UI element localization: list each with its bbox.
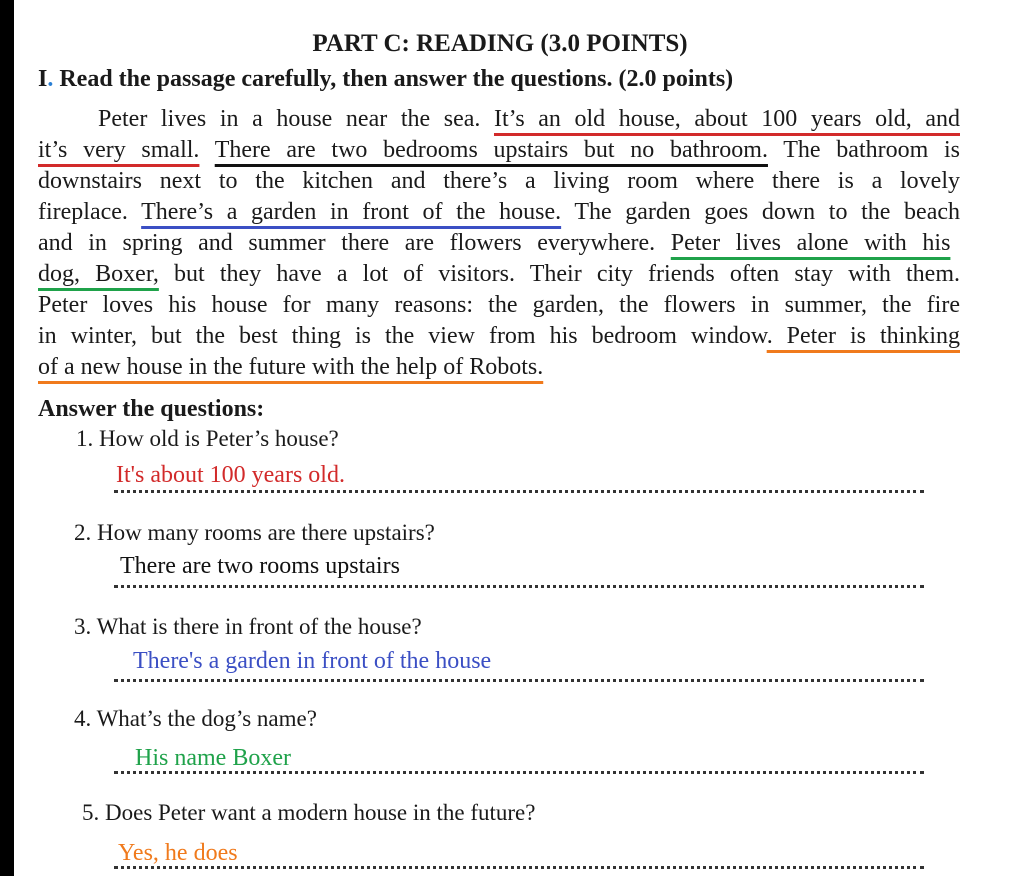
answer-5: Yes, he does [118, 840, 238, 866]
passage-text: downstairs next to the kitchen and there’s a living room where there is a lovely [38, 168, 960, 194]
passage-text: Peter loves his house for many reasons: the garden, the flowers in summer, the fire [38, 292, 960, 318]
underlined-phrase: Peter lives alone with his [670, 230, 951, 256]
question-text: How many rooms are there upstairs? [97, 520, 435, 545]
instruction-numeral: I [38, 66, 48, 92]
passage-text: The garden goes down to the beach [561, 199, 961, 225]
passage-text: The bathroom is [767, 137, 960, 163]
question-5 [82, 800, 535, 826]
passage-line [38, 322, 960, 350]
question-4 [74, 706, 317, 732]
question-1 [76, 426, 339, 452]
underlined-phrase: There’s a garden in front of the house. [141, 199, 562, 225]
question-number: 5. [82, 800, 100, 825]
answer-4: His name Boxer [135, 745, 291, 771]
underlined-phrase: It’s an old house, about 100 years old, and [493, 106, 960, 132]
instruction-dot: . [47, 66, 54, 92]
passage-line [38, 353, 543, 381]
passage-line [38, 167, 960, 195]
passage-line [38, 229, 950, 257]
underlined-phrase: of a new house in the future with the help of Robots. [38, 354, 544, 380]
question-text: How old is Peter’s house? [99, 426, 339, 451]
question-number: 3. [74, 614, 92, 639]
answer-line-2 [114, 585, 924, 588]
passage-line [38, 260, 960, 288]
answers-heading: Answer the questions: [38, 396, 265, 422]
underlined-phrase: There are two bedrooms upstairs but no bathroom. [214, 137, 768, 163]
question-text: Does Peter want a modern house in the future? [105, 800, 536, 825]
answer-line-4 [114, 771, 924, 774]
instruction-text: Read the passage carefully, then answer the questions. (2.0 points) [53, 66, 734, 92]
underlined-phrase: it’s very small. [38, 137, 200, 163]
question-2 [74, 520, 435, 546]
answer-line-5 [114, 866, 924, 869]
question-number: 4. [74, 706, 92, 731]
left-edge-border [0, 0, 14, 876]
answer-line-1 [114, 490, 924, 493]
answer-1: It's about 100 years old. [116, 462, 345, 488]
answer-line-3 [114, 679, 924, 682]
passage-text: but they have a lot of visitors. Their city friends often stay with them. [158, 261, 961, 287]
answer-2: There are two rooms upstairs [120, 553, 400, 579]
passage-text: in winter, but the best thing is the view from his bedroom window [38, 323, 767, 349]
passage-text: Peter lives in a house near the sea. [98, 106, 494, 132]
passage-text: fireplace. [38, 199, 142, 225]
question-text: What is there in front of the house? [96, 614, 422, 639]
passage-text [199, 137, 214, 163]
question-3 [74, 614, 422, 640]
question-text: What’s the dog’s name? [96, 706, 317, 731]
answer-3: There's a garden in front of the house [133, 648, 492, 674]
instruction-heading [38, 66, 733, 93]
passage-line [38, 198, 960, 226]
underlined-phrase: . Peter is thinking [766, 323, 960, 349]
question-number: 1. [76, 426, 94, 451]
passage-line [38, 136, 960, 164]
passage-line [38, 291, 960, 319]
part-title: PART C: READING (3.0 POINTS) [312, 30, 688, 57]
passage-line [98, 105, 960, 133]
underlined-phrase: dog, Boxer, [38, 261, 159, 287]
question-number: 2. [74, 520, 92, 545]
passage-text: and in spring and summer there are flowers everywhere. [38, 230, 671, 256]
